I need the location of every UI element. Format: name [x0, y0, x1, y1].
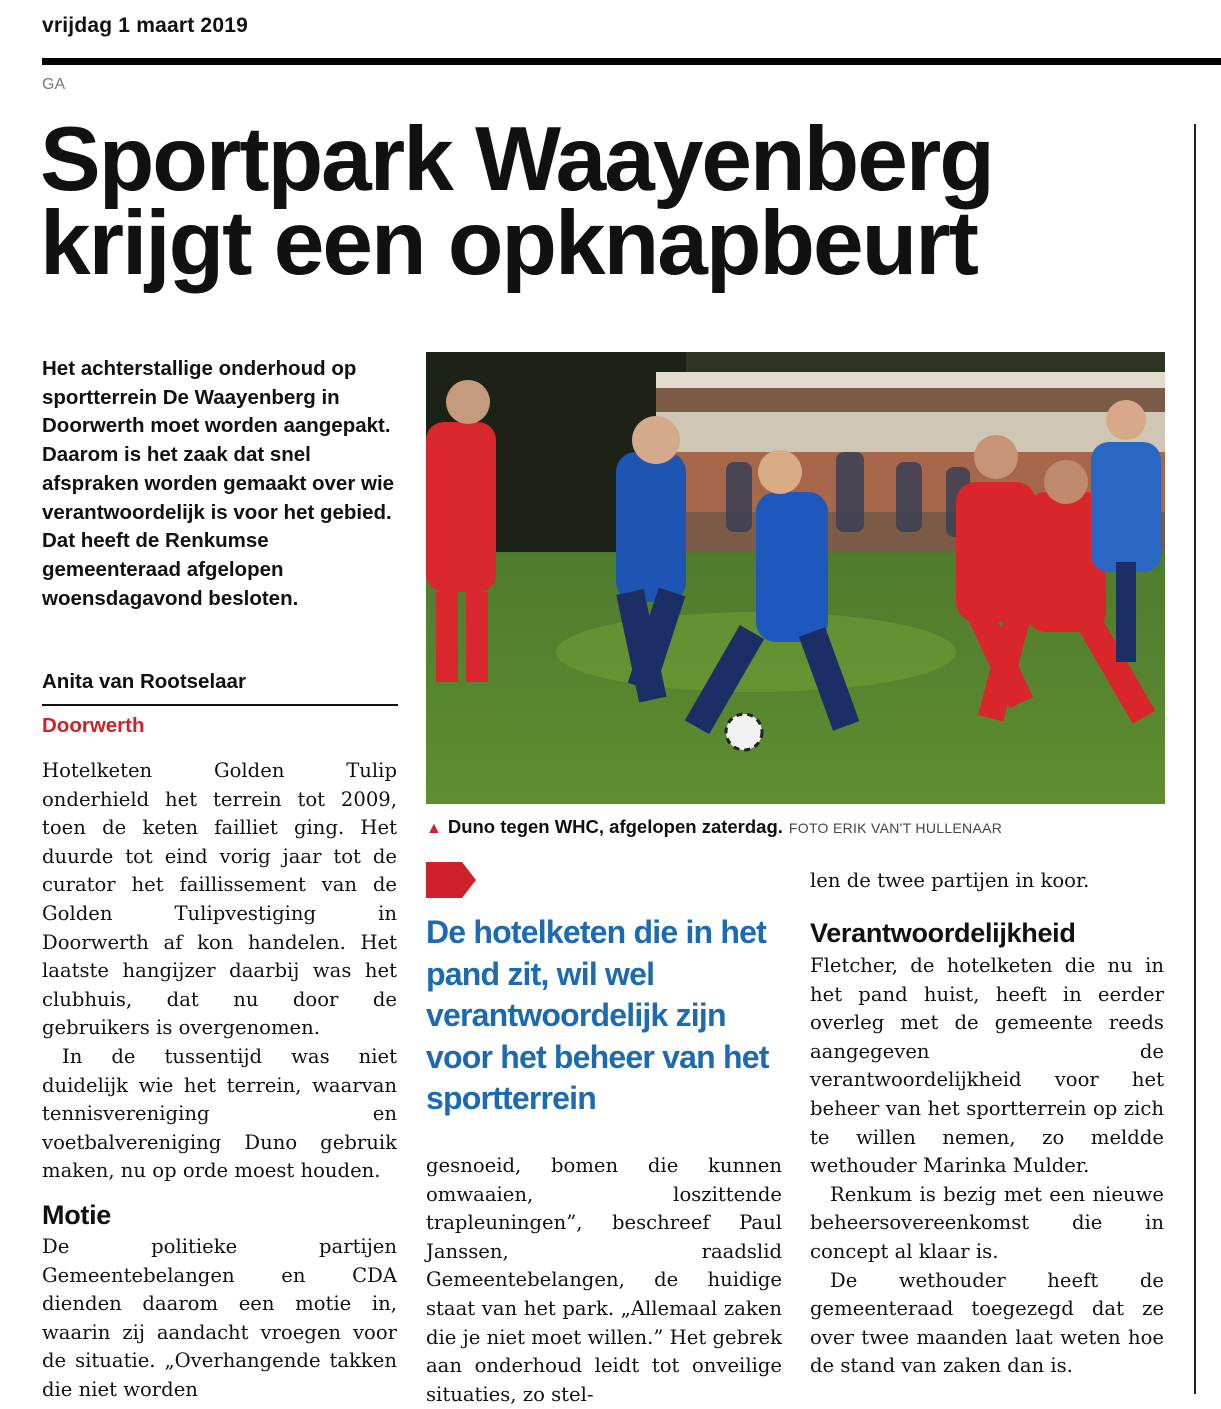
match-photo	[426, 352, 1165, 804]
body-paragraph: De politieke partijen Gemeentebelangen en CDA dienden daarom een motie in, waarin zij aandacht vroegen voor de situatie. „Overhangende takken die niet worden	[42, 1235, 397, 1401]
body-column-2	[426, 1152, 782, 1409]
author-name: Anita van Rootselaar	[42, 670, 246, 693]
pull-quote: De hotelketen die in het pand zit, wil wel verantwoordelijk zijn voor het beheer van het sportterrein	[426, 914, 769, 1116]
body-paragraph: len de twee partijen in koor.	[810, 869, 1090, 892]
intro-paragraph: Het achterstallige onderhoud op sportterrein De Waayenberg in Doorwerth moet worden aangepakt. Daarom is het zaak dat snel afspraken worden gemaakt over wie verantwoordelijk is voor het gebied. Dat heeft de Renkumse gemeenteraad afgelopen woensdagavond besloten.	[42, 357, 395, 610]
body-paragraph: Renkum is bezig met een nieuwe beheersovereenkomst die in concept al klaar is.	[810, 1182, 1164, 1263]
body-column-3	[810, 952, 1164, 1381]
column-rule	[1194, 124, 1196, 1394]
byline-rule	[42, 704, 398, 706]
body-paragraph: Fletcher, de hotelketen die nu in het pand huist, heeft in eerder overleg met de gemeente reeds aangegeven de verantwoordelijkheid voor het beheer van het sportterrein op zich te willen nemen, zo meldde wethouder Marinka Mulder.	[810, 954, 1164, 1178]
body-column-1-lower	[42, 1233, 397, 1405]
top-rule	[42, 58, 1221, 65]
body-paragraph: De wethouder heeft de gemeenteraad toegezegd dat ze over twee maanden laat weten hoe de stand van zaken dan is.	[810, 1268, 1164, 1378]
section-label: GA	[42, 76, 66, 93]
caption-text: Duno tegen WHC, afgelopen zaterdag.	[447, 816, 783, 837]
quote-marker-icon	[426, 862, 476, 898]
body-column-1	[42, 757, 397, 1186]
caption-triangle-icon: ▲	[426, 820, 442, 837]
byline	[42, 670, 398, 738]
subhead-motie: Motie	[42, 1200, 111, 1230]
headline-line-1: Sportpark Waayenberg	[40, 109, 993, 210]
edition-date: vrijdag 1 maart 2019	[42, 14, 248, 37]
body-paragraph: gesnoeid, bomen die kunnen omwaaien, loszittende trapleuningen”, beschreef Paul Janssen, raadslid Gemeentebelangen, de huidige staat van het park. „Allemaal zaken die je niet moet willen.” Het gebrek aan onderhoud leidt tot onveilige situaties, zo stel-	[426, 1154, 782, 1406]
photo-caption	[426, 816, 1002, 838]
subhead-verantwoordelijkheid: Verantwoordelijkheid	[810, 918, 1076, 948]
dateline: Doorwerth	[42, 714, 145, 737]
photo-image	[426, 352, 1165, 804]
photo-credit: FOTO ERIK VAN'T HULLENAAR	[788, 820, 1003, 836]
body-paragraph: In de tussentijd was niet duidelijk wie het terrein, waarvan tennisvereniging en voetbalvereniging Duno gebruik maken, nu op orde moest houden.	[42, 1044, 397, 1183]
body-column-3-top	[810, 867, 1164, 896]
headline	[40, 109, 1190, 294]
body-paragraph: Hotelketen Golden Tulip onderhield het terrein tot 2009, toen de keten failliet ging. Het duurde tot eind vorig jaar tot de curator het faillissement van de Golden Tulipvestiging in Doorwerth af kon handelen. Het laatste hangijzer daarbij was het clubhuis, dat nu door de gebruikers is overgenomen.	[42, 759, 397, 1040]
headline-line-2: krijgt een opknapbeurt	[40, 193, 977, 294]
